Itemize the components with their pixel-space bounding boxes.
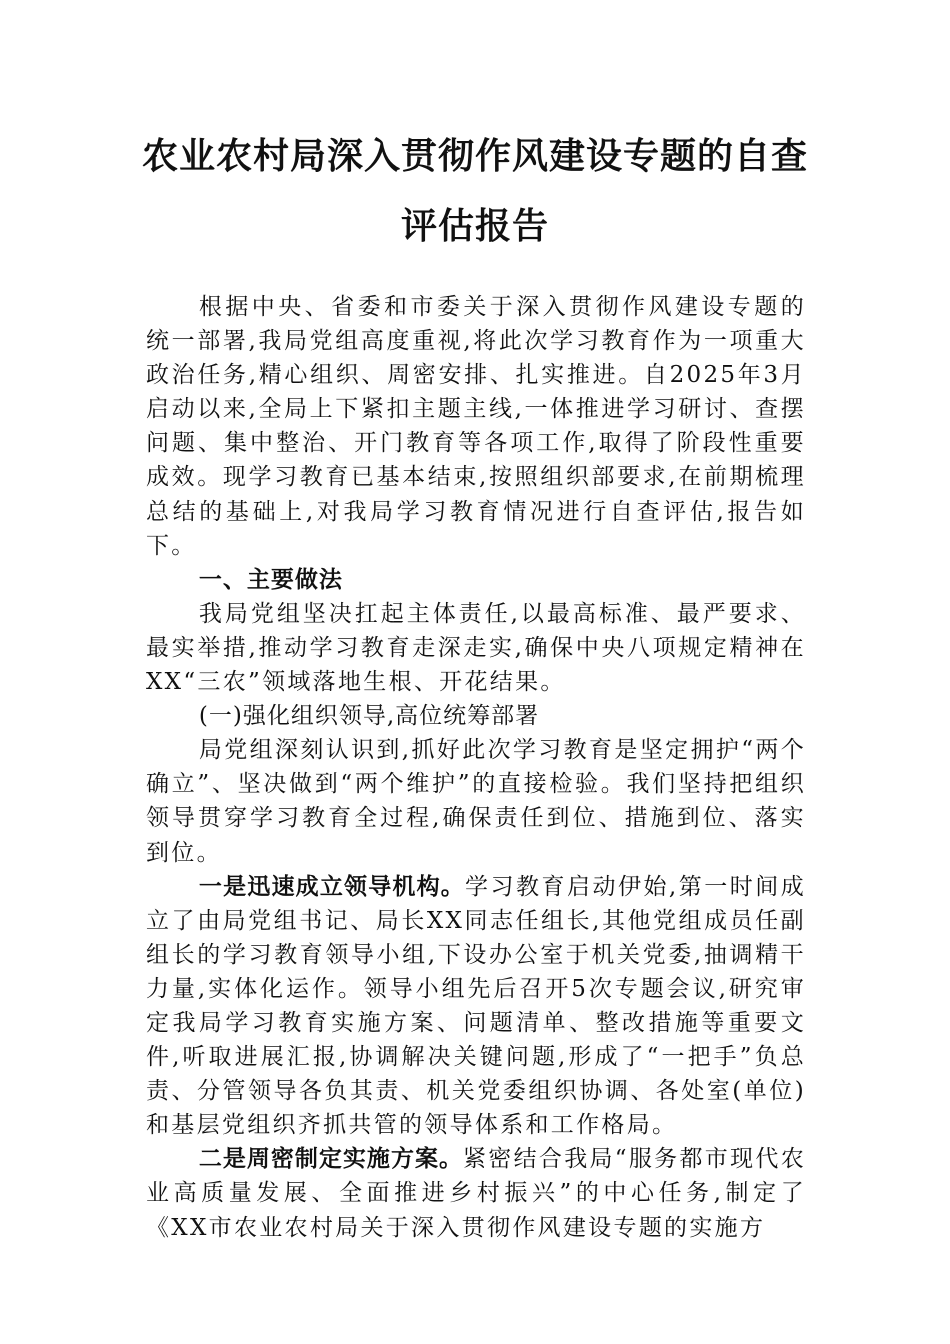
point-1-paragraph [146,870,806,1143]
subsection-1-heading: (一)强化组织领导,高位统筹部署 [198,703,540,730]
point-2-paragraph [146,1142,806,1244]
section-1-heading: 一、主要做法 [198,566,343,593]
point-1-lead: 一是迅速成立领导机构。 [198,873,465,900]
point-1-text: 学习教育启动伊始,第一时间成立了由局党组书记、局长XX同志任组长,其他党组成员任副组长的学习教育领导小组,下设办公室于机关党委,抽调精干力量,实体化运作。领导小组先后召开5次专题会议,研究审定我局学习教育实施方案、问题清单、整改措施等重要文件,听取进展汇报,协调解决关键问题,形成了“一把手”负总责、分管领导各负其责、机关党委组织协调、各处室(单位)和基层党组织齐抓共管的领导体系和工作格局。 [146,873,806,1139]
point-2-lead: 二是周密制定实施方案。 [198,1146,463,1173]
subsection-1-intro-paragraph: 局党组深刻认识到,抓好此次学习教育是坚定拥护“两个确立”、坚决做到“两个维护”的直接检验。我们坚持把组织领导贯穿学习教育全过程,确保责任到位、措施到位、落实到位。 [146,737,806,866]
section-1-intro-paragraph: 我局党组坚决扛起主体责任,以最高标准、最严要求、最实举措,推动学习教育走深走实,确保中央八项规定精神在XX“三农”领域落地生根、开花结果。 [146,600,806,696]
document-body [146,290,806,1245]
document-title-line-2: 评估报告 [400,205,549,247]
intro-paragraph: 根据中央、省委和市委关于深入贯彻作风建设专题的统一部署,我局党组高度重视,将此次学习教育作为一项重大政治任务,精心组织、周密安排、扎实推进。自2025年3月启动以来,全局上下紧扣主题主线,一体推进学习研讨、查摆问题、集中整治、开门教育等各项工作,取得了阶段性重要成效。现学习教育已基本结束,按照组织部要求,在前期梳理总结的基础上,对我局学习教育情况进行自查评估,报告如下。 [146,294,806,559]
document-title-line-1: 农业农村局深入贯彻作风建设专题的自查 [141,135,808,177]
point-2-text: 紧密结合我局“服务都市现代农业高质量发展、全面推进乡村振兴”的中心任务,制定了《XX市农业农村局关于深入贯彻作风建设专题的实施方 [146,1146,807,1241]
